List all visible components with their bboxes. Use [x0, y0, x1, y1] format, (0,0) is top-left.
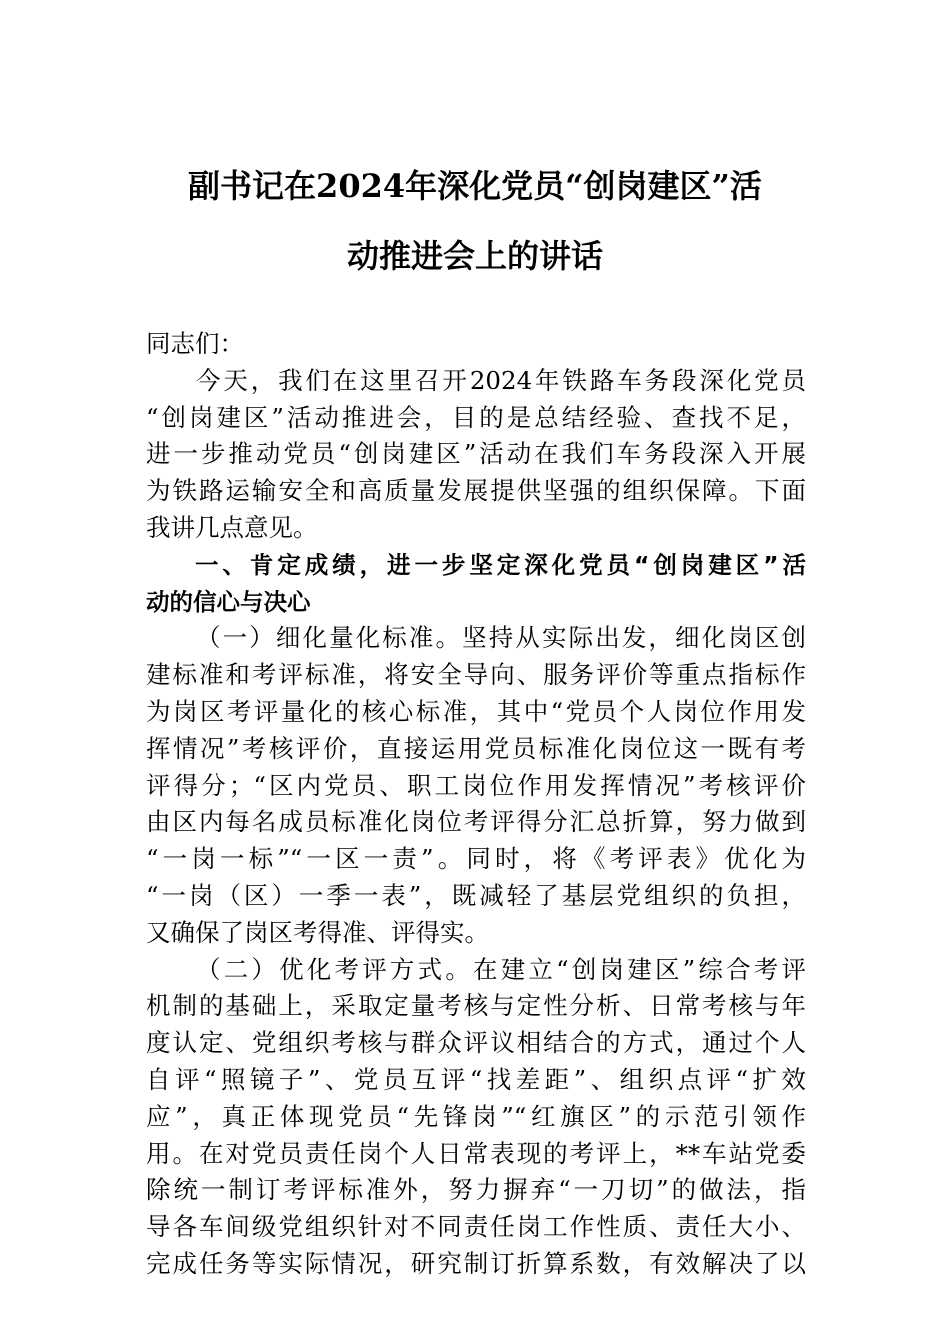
- paragraph-line: “一岗（区）一季一表”，既减轻了基层党组织的负担，: [146, 880, 806, 910]
- document-title-line-2: 动推进会上的讲话: [346, 237, 603, 275]
- document-title-line-1: 副书记在2024年深化党员“创岗建区”活: [188, 167, 762, 205]
- paragraph-line: 自评“照镜子”、党员互评“找差距”、组织点评“扩效: [146, 1064, 806, 1094]
- paragraph-line: 又确保了岗区考得准、评得实。: [146, 917, 489, 947]
- paragraph-line: 我讲几点意见。: [146, 512, 318, 542]
- paragraph-line: “一岗一标”“一区一责”。同时，将《考评表》优化为: [146, 844, 806, 874]
- paragraph-line: “创岗建区”活动推进会，目的是总结经验、查找不足，: [146, 402, 806, 432]
- paragraph-line: （一）细化量化标准。坚持从实际出发，细化岗区创: [196, 623, 806, 653]
- paragraph-line: 建标准和考评标准，将安全导向、服务评价等重点指标作: [146, 660, 806, 690]
- paragraph-lines: [146, 363, 806, 1283]
- paragraph-line: 今天，我们在这里召开2024年铁路车务段深化党员: [196, 365, 806, 395]
- document-body: [146, 326, 806, 1283]
- paragraph-line: 为铁路运输安全和高质量发展提供坚强的组织保障。下面: [146, 476, 806, 506]
- paragraph-line: 由区内每名成员标准化岗位考评得分汇总折算，努力做到: [146, 807, 806, 837]
- salutation: 同志们：: [146, 329, 244, 358]
- paragraph-line: 用。在对党员责任岗个人日常表现的考评上，**车站党委: [146, 1138, 806, 1168]
- section-heading-line: 一、肯定成绩，进一步坚定深化党员“创岗建区”活: [195, 550, 806, 579]
- paragraph-line: 完成任务等实际情况，研究制订折算系数，有效解决了以: [146, 1248, 806, 1278]
- paragraph-line: 导各车间级党组织针对不同责任岗工作性质、责任大小、: [146, 1212, 806, 1242]
- paragraph-line: 度认定、党组织考核与群众评议相结合的方式，通过个人: [146, 1028, 806, 1058]
- section-heading-line: 动的信心与决心: [146, 587, 311, 616]
- paragraph-line: 评得分；“区内党员、职工岗位作用发挥情况”考核评价: [146, 770, 806, 800]
- paragraph-line: 机制的基础上，采取定量考核与定性分析、日常考核与年: [146, 991, 806, 1021]
- paragraph-line: 为岗区考评量化的核心标准，其中“党员个人岗位作用发: [146, 696, 806, 726]
- paragraph-line: （二）优化考评方式。在建立“创岗建区”综合考评: [196, 954, 806, 984]
- paragraph-line: 挥情况”考核评价，直接运用党员标准化岗位这一既有考: [146, 733, 806, 763]
- paragraph-line: 除统一制订考评标准外，努力摒弃“一刀切”的做法，指: [146, 1175, 806, 1205]
- paragraph-line: 进一步推动党员“创岗建区”活动在我们车务段深入开展: [146, 439, 806, 469]
- paragraph-line: 应”，真正体现党员“先锋岗”“红旗区”的示范引领作: [146, 1101, 806, 1131]
